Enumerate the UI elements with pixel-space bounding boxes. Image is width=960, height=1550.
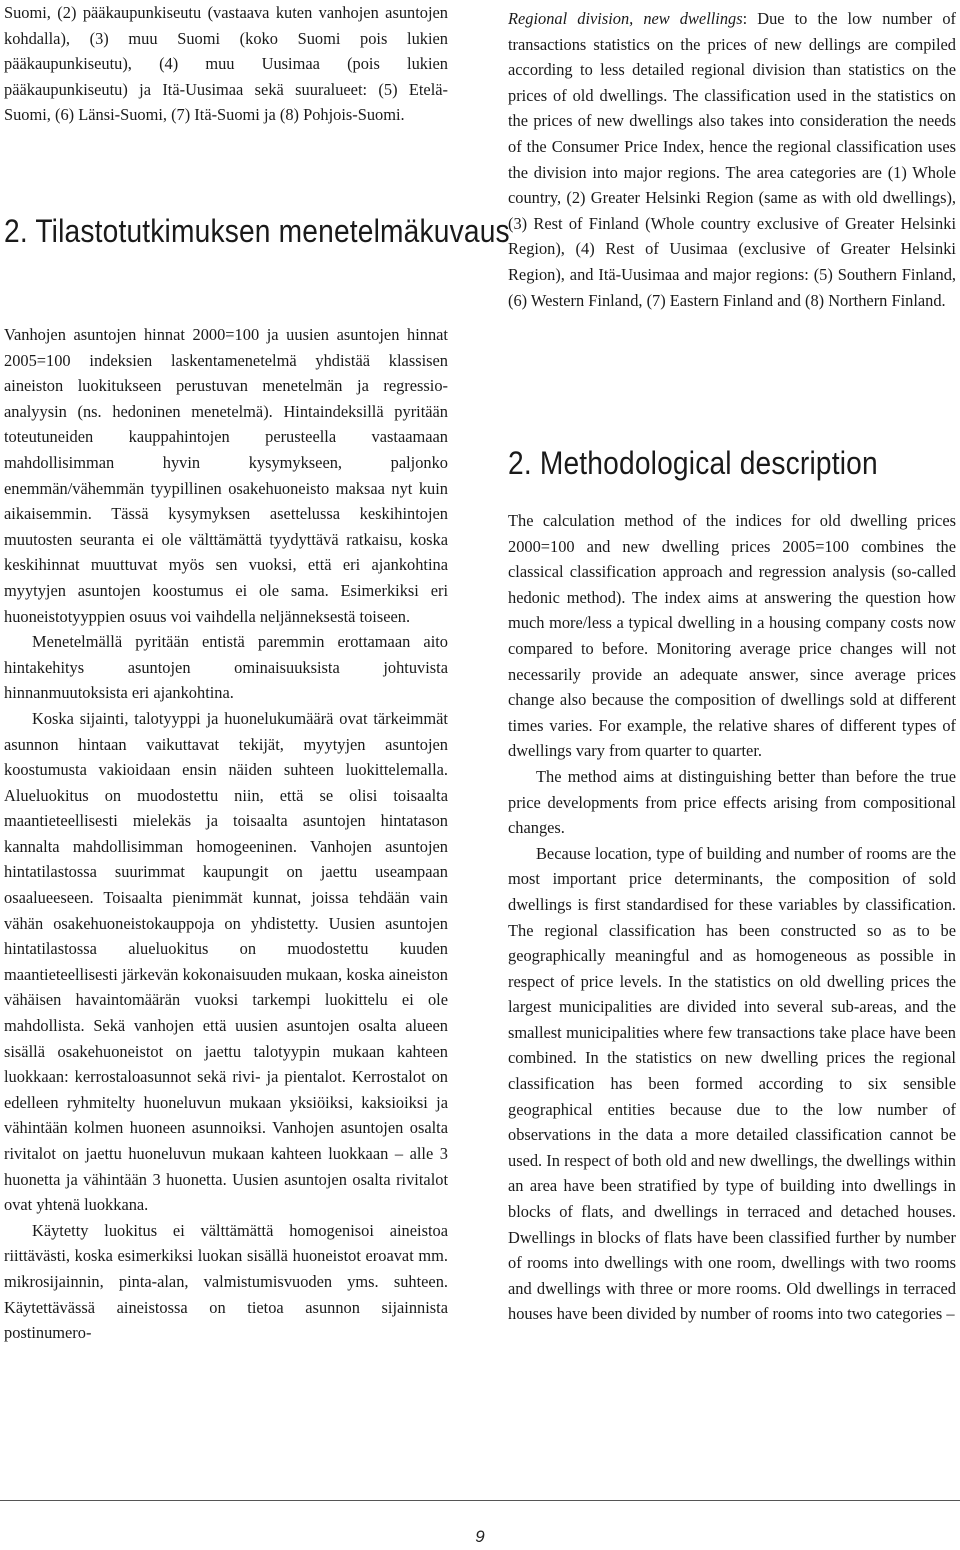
finnish-paragraph-4: Käytetty luokitus ei välttämättä homogenisoi aineistoa riittävästi, koska esimerkiksi luokan sisällä huoneistot eroavat mm. mikrosijainnin, pinta-alan, valmistumisvuoden yms. suhteen. Käytettävässä aineistossa on tietoa asunnon sijainnista postinumero- [4, 1220, 448, 1343]
page-number: 9 [475, 1527, 485, 1546]
finnish-paragraph-1: Vanhojen asuntojen hinnat 2000=100 ja uusien asuntojen hinnat 2005=100 indeksien laskentamenetelmä yhdistää klassisen aineiston luokitukseen perustuvan menetelmän ja regressio-analyysin (ns. hedoninen menetelmä). Hintaindeksillä pyritään toteutuneiden kauppahintojen perusteella vastaamaan mahdollisimman hyvin kysymykseen, paljonko enemmän/vähemmän tyypillinen osakehuoneisto maksaa nyt kuin aikaisemmin. Tässä kysymyksen asettelussa keskihintojen muutosten seuranta ei ole välttämättä tyydyttävä ratkaisu, koska keskihinnat muuttuvat myös sen vuoksi, että eri ajankohtina myytyjen asuntojen koostumus ei ole sama. Esimerkiksi eri huoneistotyyppien osuus voi vaihdella neljänneksestä toiseen. [4, 325, 448, 626]
finnish-intro-paragraph: Suomi, (2) pääkaupunkiseutu (vastaava kuten vanhojen asuntojen kohdalla), (3) muu Suomi (koko Suomi pois lukien pääkaupunkiseutu), (4) muu Uusimaa (pois lukien pääkaupunkiseutu) ja Itä-Uusimaa sekä suuralueet: (5) Etelä-Suomi, (6) Länsi-Suomi, (7) Itä-Suomi ja (8) Pohjois-Suomi. [4, 3, 448, 125]
english-paragraph-2: The method aims at distinguishing better than before the true price developments from price effects arising from compositional changes. [508, 766, 956, 838]
english-paragraph-3: Because location, type of building and number of rooms are the most important price determinants, the composition of sold dwellings is first standardised for these variables by classification. The regional classification has been constructed so as to be geographically meaningful and as homogeneous as possible in respect of price levels. In the statistics on old dwelling prices the largest municipalities are divided into several sub-areas, and the smallest municipalities where few transactions take place have been combined. In the statistics on new dwelling prices the regional classification has been formed according to six sensible geographical entities because due to the low number of observations in the data a more detailed classification cannot be used. In respect of both old and new dwellings, the dwellings within an area have been stratified by type of building into dwellings in blocks of flats, and dwellings in terraced and detached houses. Dwellings in blocks of flats have been classified further by number of rooms into dwellings with one room, dwellings with two rooms and dwellings with three or more rooms. Old dwellings in terraced houses have been divided by number of rooms into two categories – [508, 843, 956, 1324]
regional-division-label: Regional division, new dwellings [508, 9, 743, 28]
english-paragraph-1: The calculation method of the indices for old dwelling prices 2000=100 and new dwelling prices 2005=100 combines the classical classification approach and regression analysis (so-called hedonic method). The index aims at answering the question how much more/less a typical dwelling in a housing company costs now compared to before. Monitoring average price changes will not necessarily provide an adequate answer, since average prices change also because the composition of dwellings sold at different times varies. For example, the relative shares of different types of dwellings vary from quarter to quarter. [508, 511, 956, 761]
footer-divider [0, 1500, 960, 1501]
english-intro-paragraph [508, 6, 956, 313]
finnish-section-heading: 2. Tilastotutkimuksen menetelmäkuvaus [4, 213, 510, 249]
finnish-paragraph-3: Koska sijainti, talotyyppi ja huonelukumäärä ovat tärkeimmät asunnon hintaan vaikuttavat tekijät, myytyjen asuntojen koostumusta vakioidaan ensin näiden suhteen luokittelemalla. Alueluokitus on muodostettu niin, että se olisi toisaalta maantieteellisesti mielekäs ja toisaalta asuntojen hintatason kannalta mahdollisimman homogeeninen. Vanhojen asuntojen hintatilastossa suurimmat kaupungit on jaettu useampaan osaalueeseen. Toisaalta pienimmät kunnat, joissa tehdään vain vähän osakehuoneistokauppoja on yhdistetty. Uusien asuntojen hintatilastossa alueluokitus on muodostettu kuuden maantieteellisesti järkevän kokonaisuuden mukaan, koska aineiston vähäisen havaintomäärän vuoksi tarkempi luokittelu ei ole mahdollista. Sekä vanhojen että uusien asuntojen osalta alueen sisällä osakehuoneistot on jaettu talotyypin mukaan kahteen luokkaan: kerrostaloasunnot sekä rivi- ja pientalot. Kerrostalot on edelleen ryhmitelty huoneluvun mukaan yksiöiksi, kaksioiksi ja vähintään kolmen huoneen asunnoiksi. Vanhojen asuntojen osalta rivitalot on jaettu huoneluvun mukaan kahteen luokkaan – alle 3 huonetta ja vähintään 3 huonetta. Uusien asuntojen osalta rivitalot ovat yhtenä luokkana. [4, 708, 448, 1215]
english-section-heading: 2. Methodological description [508, 445, 878, 481]
english-body [508, 508, 956, 1327]
regional-division-text: : Due to the low number of transactions statistics on the prices of new dellings are compiled according to less detailed regional division than statistics on the prices of old dwellings. The classification used in the statistics on the prices of new dwellings also takes into consideration the needs of the Consumer Price Index, hence the regional classification uses the division into major regions. The area categories are (1) Whole country, (2) Greater Helsinki Region (same as with old dwellings), (3) Rest of Finland (Whole country exclusive of Greater Helsinki Region), (4) Rest of Uusimaa (exclusive of Greater Helsinki Region), and Itä-Uusimaa and major regions: (5) Southern Finland, (6) Western Finland, (7) Eastern Finland and (8) Northern Finland. [508, 9, 956, 310]
finnish-body [4, 322, 448, 1346]
finnish-paragraph-2: Menetelmällä pyritään entistä paremmin erottamaan aito hintakehitys asuntojen ominaisuuksista johtuvista hinnanmuutoksista eri ajankohtina. [4, 632, 448, 703]
